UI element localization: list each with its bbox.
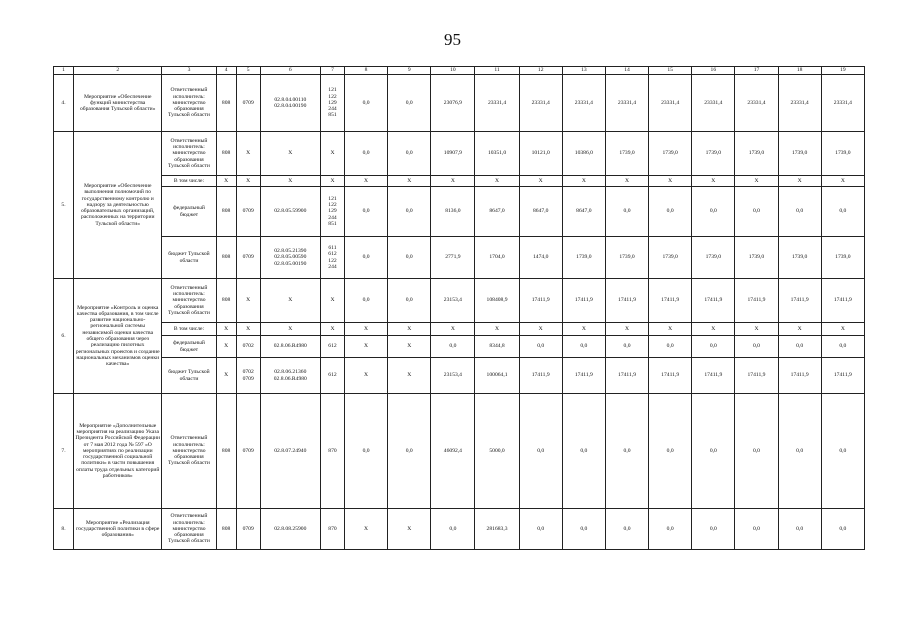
x-cell: Х — [692, 176, 735, 187]
code-article: 02.8.08.25900 — [260, 509, 320, 550]
code-expense: 612 — [320, 358, 344, 394]
header-row — [54, 67, 865, 75]
value-cell: 0,0 — [388, 132, 431, 176]
code-expense: 611 612 122 244 — [320, 237, 344, 279]
x-cell: Х — [216, 176, 236, 187]
table-row — [54, 279, 865, 323]
value-cell: Х — [388, 336, 431, 358]
value-cell: 17411,9 — [519, 358, 562, 394]
x-cell: Х — [519, 323, 562, 336]
code-article: 02.8.06.21360 02.8.06.R4980 — [260, 358, 320, 394]
header-cell-9: 9 — [388, 67, 431, 75]
code-section: 0709 — [236, 187, 260, 237]
code-admin: Х — [216, 336, 236, 358]
x-cell: Х — [649, 323, 692, 336]
value-cell: 1739,0 — [649, 132, 692, 176]
value-cell: 0,0 — [345, 132, 388, 176]
value-cell: 17411,9 — [649, 279, 692, 323]
value-cell: 10907,9 — [431, 132, 475, 176]
value-cell: 0,0 — [735, 187, 778, 237]
x-cell: Х — [236, 176, 260, 187]
value-cell: 17411,9 — [519, 279, 562, 323]
code-expense: 121 122 129 244 851 — [320, 187, 344, 237]
value-cell: 1739,0 — [649, 237, 692, 279]
value-cell: 0,0 — [388, 75, 431, 132]
value-cell: 0,0 — [562, 509, 605, 550]
value-cell: 0,0 — [778, 187, 821, 237]
code-admin: 808 — [216, 237, 236, 279]
value-cell: 0,0 — [345, 394, 388, 509]
x-cell: Х — [562, 176, 605, 187]
value-cell: 0,0 — [821, 509, 864, 550]
code-admin: 808 — [216, 279, 236, 323]
value-cell: 1739,0 — [735, 237, 778, 279]
header-cell-6: 6 — [260, 67, 320, 75]
event-name: Мероприятие «Реализация государственной политики в сфере образования» — [74, 509, 162, 550]
responsible: Ответственный исполнитель: министерство образования Тульской области — [162, 75, 216, 132]
header-cell-11: 11 — [475, 67, 519, 75]
x-cell: Х — [260, 323, 320, 336]
x-cell: Х — [605, 176, 648, 187]
value-cell: 0,0 — [649, 336, 692, 358]
row-number: 7. — [54, 394, 74, 509]
responsible: федеральный бюджет — [162, 336, 216, 358]
x-cell: Х — [260, 176, 320, 187]
value-cell: 17411,9 — [692, 358, 735, 394]
table-row — [54, 176, 865, 187]
table-row — [54, 75, 865, 132]
value-cell: 23076,9 — [431, 75, 475, 132]
value-cell: 1739,0 — [562, 237, 605, 279]
value-cell: 0,0 — [778, 336, 821, 358]
header-cell-17: 17 — [735, 67, 778, 75]
x-cell: Х — [562, 323, 605, 336]
table-row — [54, 132, 865, 176]
value-cell: 1739,0 — [692, 132, 735, 176]
code-admin: 808 — [216, 394, 236, 509]
row-number: 8. — [54, 509, 74, 550]
value-cell: 0,0 — [519, 394, 562, 509]
value-cell: 0,0 — [431, 336, 475, 358]
value-cell: 23331,4 — [821, 75, 864, 132]
value-cell: 0,0 — [388, 394, 431, 509]
value-cell: 0,0 — [735, 509, 778, 550]
value-cell: 1474,0 — [519, 237, 562, 279]
value-cell: 0,0 — [605, 187, 648, 237]
value-cell: 0,0 — [345, 279, 388, 323]
x-cell: Х — [735, 323, 778, 336]
table-row — [54, 394, 865, 509]
value-cell: 23153,4 — [431, 279, 475, 323]
code-expense: Х — [320, 279, 344, 323]
code-article: 02.8.07.24940 — [260, 394, 320, 509]
value-cell: 17411,9 — [778, 279, 821, 323]
value-cell: 0,0 — [519, 509, 562, 550]
value-cell: 0,0 — [649, 509, 692, 550]
table-row — [54, 336, 865, 358]
code-admin: 808 — [216, 132, 236, 176]
value-cell: 1704,0 — [475, 237, 519, 279]
header-cell-13: 13 — [562, 67, 605, 75]
header-cell-2: 2 — [74, 67, 162, 75]
value-cell: 100064,1 — [475, 358, 519, 394]
header-cell-5: 5 — [236, 67, 260, 75]
code-article: 02.8.04.00110 02.8.04.00190 — [260, 75, 320, 132]
event-name: Мероприятие «Обеспечение функций министерства образования Тульской области» — [74, 75, 162, 132]
code-section: 0709 — [236, 394, 260, 509]
x-cell: Х — [236, 323, 260, 336]
value-cell: 0,0 — [345, 75, 388, 132]
x-cell: Х — [778, 176, 821, 187]
responsible: Ответственный исполнитель: министерство образования Тульской области — [162, 509, 216, 550]
x-cell: Х — [431, 176, 475, 187]
value-cell: 0,0 — [778, 509, 821, 550]
budget-table — [53, 66, 865, 550]
responsible: Ответственный исполнитель: министерство образования Тульской области — [162, 279, 216, 323]
value-cell: 10121,0 — [519, 132, 562, 176]
x-cell: Х — [475, 176, 519, 187]
value-cell: 46092,4 — [431, 394, 475, 509]
responsible: В том числе: — [162, 176, 216, 187]
value-cell: Х — [345, 358, 388, 394]
table-row — [54, 323, 865, 336]
value-cell: 23331,4 — [475, 75, 519, 132]
header-cell-12: 12 — [519, 67, 562, 75]
x-cell: Х — [821, 323, 864, 336]
value-cell: Х — [345, 336, 388, 358]
code-expense: Х — [320, 132, 344, 176]
value-cell: 5000,0 — [475, 394, 519, 509]
value-cell: 17411,9 — [605, 358, 648, 394]
code-admin: 808 — [216, 75, 236, 132]
value-cell: 17411,9 — [778, 358, 821, 394]
responsible: Ответственный исполнитель: министерство образования Тульской области — [162, 394, 216, 509]
value-cell: 0,0 — [649, 187, 692, 237]
value-cell: 10351,0 — [475, 132, 519, 176]
value-cell: 0,0 — [692, 509, 735, 550]
value-cell: Х — [345, 509, 388, 550]
row-number: 6. — [54, 279, 74, 394]
value-cell: 281683,3 — [475, 509, 519, 550]
x-cell: Х — [388, 323, 431, 336]
value-cell: 0,0 — [562, 336, 605, 358]
header-cell-7: 7 — [320, 67, 344, 75]
header-cell-15: 15 — [649, 67, 692, 75]
value-cell: 108408,9 — [475, 279, 519, 323]
code-section: Х — [236, 132, 260, 176]
code-admin: 808 — [216, 187, 236, 237]
x-cell: Х — [605, 323, 648, 336]
value-cell: 0,0 — [821, 336, 864, 358]
value-cell: 0,0 — [605, 394, 648, 509]
value-cell: 17411,9 — [821, 358, 864, 394]
x-cell: Х — [735, 176, 778, 187]
value-cell: 8136,0 — [431, 187, 475, 237]
header-cell-8: 8 — [345, 67, 388, 75]
x-cell: Х — [345, 323, 388, 336]
value-cell: 0,0 — [692, 336, 735, 358]
code-section: 0702 — [236, 336, 260, 358]
value-cell: 1739,0 — [778, 132, 821, 176]
value-cell: 0,0 — [778, 394, 821, 509]
value-cell: 17411,9 — [735, 358, 778, 394]
code-admin: Х — [216, 358, 236, 394]
code-article: Х — [260, 279, 320, 323]
x-cell: Х — [388, 176, 431, 187]
value-cell: 17411,9 — [605, 279, 648, 323]
value-cell: 8647,0 — [519, 187, 562, 237]
x-cell: Х — [649, 176, 692, 187]
code-article: 02.8.05.21390 02.8.05.00590 02.8.05.00190 — [260, 237, 320, 279]
code-expense: 870 — [320, 394, 344, 509]
code-expense: 870 — [320, 509, 344, 550]
value-cell: 1739,0 — [692, 237, 735, 279]
value-cell: 0,0 — [431, 509, 475, 550]
x-cell: Х — [475, 323, 519, 336]
value-cell: Х — [388, 358, 431, 394]
code-section: 0709 — [236, 75, 260, 132]
value-cell: 0,0 — [821, 394, 864, 509]
header-cell-10: 10 — [431, 67, 475, 75]
header-cell-16: 16 — [692, 67, 735, 75]
value-cell: 8344,8 — [475, 336, 519, 358]
value-cell: 17411,9 — [562, 279, 605, 323]
value-cell: 0,0 — [649, 394, 692, 509]
event-name: Мероприятие «Контроль и оценка качества образования, в том числе развитие национально-региональной системы независимой оценки качества общего образования через реализацию пилотных региональных проектов и создание национальных механизмов оценки качества» — [74, 279, 162, 394]
value-cell: 23331,4 — [519, 75, 562, 132]
value-cell: 1739,0 — [605, 237, 648, 279]
value-cell: 1739,0 — [821, 132, 864, 176]
value-cell: 17411,9 — [735, 279, 778, 323]
x-cell: Х — [320, 176, 344, 187]
header-cell-18: 18 — [778, 67, 821, 75]
code-expense: 612 — [320, 336, 344, 358]
responsible: бюджет Тульской области — [162, 237, 216, 279]
code-section: 0709 — [236, 509, 260, 550]
page-number: 95 — [444, 30, 461, 49]
value-cell: 0,0 — [388, 187, 431, 237]
value-cell: 0,0 — [692, 394, 735, 509]
value-cell: 0,0 — [735, 394, 778, 509]
header-cell-19: 19 — [821, 67, 864, 75]
code-section: Х — [236, 279, 260, 323]
header-cell-14: 14 — [605, 67, 648, 75]
code-admin: 808 — [216, 509, 236, 550]
header-cell-1: 1 — [54, 67, 74, 75]
value-cell: 17411,9 — [649, 358, 692, 394]
code-article: Х — [260, 132, 320, 176]
value-cell: 0,0 — [388, 237, 431, 279]
responsible: Ответственный исполнитель: министерство образования Тульской области — [162, 132, 216, 176]
value-cell: 8647,0 — [562, 187, 605, 237]
value-cell: 0,0 — [519, 336, 562, 358]
value-cell: 0,0 — [821, 187, 864, 237]
value-cell: 17411,9 — [562, 358, 605, 394]
value-cell: 1739,0 — [735, 132, 778, 176]
value-cell: 0,0 — [605, 509, 648, 550]
responsible: бюджет Тульской области — [162, 358, 216, 394]
responsible: федеральный бюджет — [162, 187, 216, 237]
value-cell: 23331,4 — [735, 75, 778, 132]
value-cell: 23331,4 — [605, 75, 648, 132]
value-cell: 0,0 — [735, 336, 778, 358]
code-section: 0709 — [236, 237, 260, 279]
x-cell: Х — [320, 323, 344, 336]
x-cell: Х — [345, 176, 388, 187]
x-cell: Х — [778, 323, 821, 336]
row-number: 4. — [54, 75, 74, 132]
table-row — [54, 509, 865, 550]
code-expense: 121 122 129 244 851 — [320, 75, 344, 132]
code-section: 0702 0709 — [236, 358, 260, 394]
value-cell: 23331,4 — [562, 75, 605, 132]
value-cell: 0,0 — [388, 279, 431, 323]
value-cell: 1739,0 — [821, 237, 864, 279]
table-row — [54, 358, 865, 394]
event-name: Мероприятие «Обеспечение выполнения полномочий по государственному контролю и надзору за деятельностью образовательных организаций, расположенных на территории Тульской области» — [74, 132, 162, 279]
table-row — [54, 237, 865, 279]
value-cell: 1739,0 — [605, 132, 648, 176]
value-cell: 8647,0 — [475, 187, 519, 237]
header-cell-3: 3 — [162, 67, 216, 75]
table-row — [54, 187, 865, 237]
code-article: 02.8.05.59900 — [260, 187, 320, 237]
value-cell: 0,0 — [345, 237, 388, 279]
x-cell: Х — [692, 323, 735, 336]
value-cell: 17411,9 — [692, 279, 735, 323]
value-cell: 23331,4 — [778, 75, 821, 132]
x-cell: Х — [519, 176, 562, 187]
value-cell: 23153,4 — [431, 358, 475, 394]
value-cell: 0,0 — [692, 187, 735, 237]
responsible: В том числе: — [162, 323, 216, 336]
x-cell: Х — [431, 323, 475, 336]
code-article: 02.8.06.R4980 — [260, 336, 320, 358]
value-cell: 2771,9 — [431, 237, 475, 279]
value-cell: 23331,4 — [692, 75, 735, 132]
event-name: Мероприятие «Дополнительные мероприятия на реализацию Указа Президента Российской Федерации от 7 мая 2012 года № 597 «О мероприятиях по реализации государственной социальной политики» в части повышения оплаты труда отдельных категорий работников» — [74, 394, 162, 509]
value-cell: 0,0 — [605, 336, 648, 358]
header-cell-4: 4 — [216, 67, 236, 75]
value-cell: 17411,9 — [821, 279, 864, 323]
x-cell: Х — [821, 176, 864, 187]
value-cell: 0,0 — [345, 187, 388, 237]
x-cell: Х — [216, 323, 236, 336]
value-cell: 10386,0 — [562, 132, 605, 176]
value-cell: 0,0 — [562, 394, 605, 509]
value-cell: 23331,4 — [649, 75, 692, 132]
value-cell: 1739,0 — [778, 237, 821, 279]
row-number: 5. — [54, 132, 74, 279]
value-cell: Х — [388, 509, 431, 550]
